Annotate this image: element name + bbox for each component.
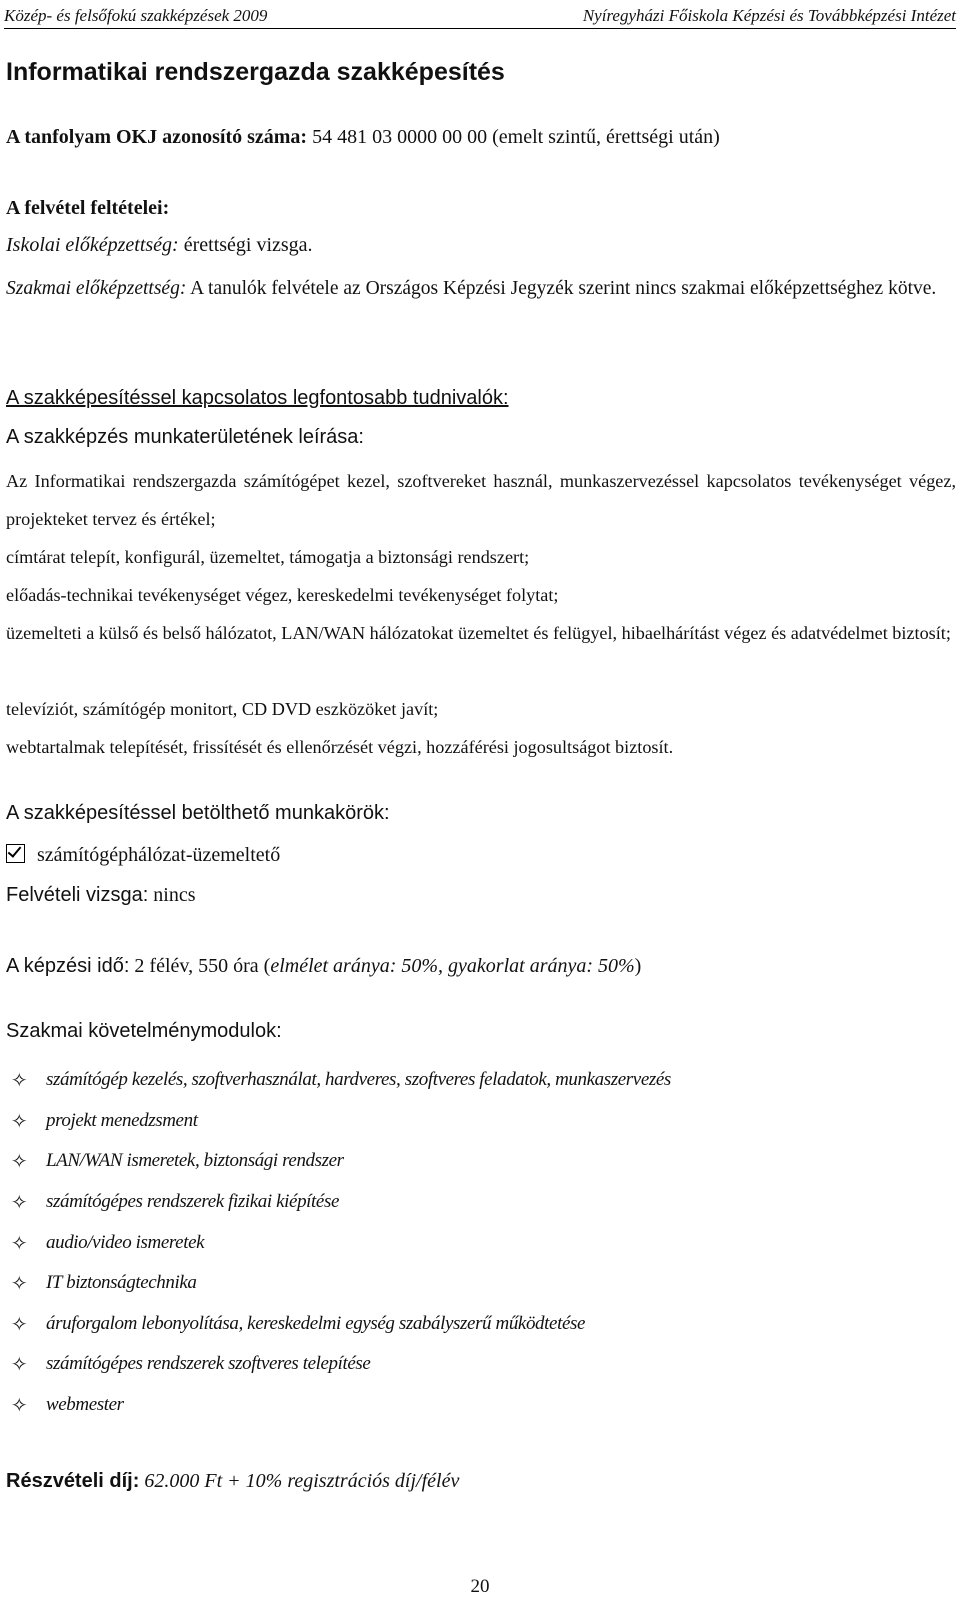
- prof-prereq-label: Szakmai előképzettség:: [6, 278, 187, 299]
- duration-value: 2 félév, 550 óra: [134, 955, 259, 977]
- work-paragraph-5: televíziót, számítógép monitort, CD DVD eszközöket javít;: [6, 699, 439, 719]
- list-item: ✧ áruforgalom lebonyolítása, kereskedelmi egység szabályszerű működtetése: [6, 1304, 671, 1345]
- running-header: [4, 0, 956, 29]
- jobs-item: [6, 844, 280, 867]
- list-item: ✧ számítógépes rendszerek szoftveres telepítése: [6, 1344, 671, 1385]
- list-item: ✧ projekt menedzsment: [6, 1101, 671, 1142]
- prof-prereq-paragraph: [6, 270, 956, 308]
- header-right: Nyíregyházi Főiskola Képzési és Továbbképzési Intézet: [582, 6, 956, 25]
- fee-value: 62.000 Ft + 10% regisztrációs díj/félév: [144, 1470, 460, 1492]
- okj-line: [6, 126, 720, 149]
- star-bullet-icon: ✧: [10, 1271, 28, 1296]
- page-title: Informatikai rendszergazda szakképesítés: [6, 58, 505, 86]
- okj-label: A tanfolyam OKJ azonosító száma:: [6, 126, 308, 148]
- info-subheading: A szakképzés munkaterületének leírása:: [6, 426, 364, 448]
- star-bullet-icon: ✧: [10, 1230, 28, 1255]
- work-paragraph-6: webtartalmak telepítését, frissítését és ellenőrzését végzi, hozzáférési jogosultságot biztosít.: [6, 737, 674, 757]
- okj-value: 54 481 03 0000 00 00 (emelt szintű, érettségi után): [312, 126, 720, 148]
- star-bullet-icon: ✧: [10, 1108, 28, 1133]
- star-bullet-icon: ✧: [10, 1190, 28, 1215]
- school-prereq-label: Iskolai előképzettség:: [6, 234, 179, 256]
- work-paragraph-4: üzemelteti a külső és belső hálózatot, LAN/WAN hálózatokat üzemeltet és felügyel, hibaelhárítást végez és adatvédelmet biztosít;: [6, 623, 951, 643]
- work-paragraph-3: előadás-technikai tevékenységet végez, kereskedelmi tevékenységet folytat;: [6, 585, 559, 605]
- duration-label: A képzési idő:: [6, 955, 130, 977]
- star-bullet-icon: ✧: [10, 1352, 28, 1377]
- star-bullet-icon: ✧: [10, 1311, 28, 1336]
- list-item: ✧ IT biztonságtechnika: [6, 1263, 671, 1304]
- list-item: ✧ webmester: [6, 1385, 671, 1426]
- header-left: Közép- és felsőfokú szakképzések 2009: [4, 6, 268, 25]
- checkbox-icon: [6, 844, 25, 863]
- star-bullet-icon: ✧: [10, 1068, 28, 1093]
- jobs-item-text: számítógéphálózat-üzemeltető: [37, 844, 281, 866]
- jobs-heading: A szakképesítéssel betölthető munkakörök:: [6, 802, 390, 824]
- duration-open: (: [263, 955, 271, 977]
- modules-heading: Szakmai követelménymodulok:: [6, 1020, 282, 1042]
- list-item: ✧ számítógépes rendszerek fizikai kiépítése: [6, 1182, 671, 1223]
- list-item: ✧ számítógép kezelés, szoftverhasználat, hardveres, szoftveres feladatok, munkaszervezés: [6, 1060, 671, 1101]
- prof-prereq-value: A tanulók felvétele az Országos Képzési Jegyzék szerint nincs szakmai előképzettséghez kötve.: [190, 278, 937, 299]
- duration-close: ): [634, 955, 642, 977]
- star-bullet-icon: ✧: [10, 1393, 28, 1418]
- modules-list: [6, 1060, 671, 1425]
- fee-label: Részvételi díj:: [6, 1470, 140, 1492]
- admission-heading: A felvétel feltételei:: [6, 197, 170, 219]
- duration-ratio: elmélet aránya: 50%, gyakorlat aránya: 50%: [270, 955, 635, 977]
- school-prereq-line: [6, 234, 313, 257]
- list-item: ✧ LAN/WAN ismeretek, biztonsági rendszer: [6, 1141, 671, 1182]
- fee-line: [6, 1470, 459, 1493]
- duration-line: [6, 955, 641, 978]
- exam-value: nincs: [153, 884, 196, 906]
- school-prereq-value: érettségi vizsga.: [183, 234, 313, 256]
- star-bullet-icon: ✧: [10, 1149, 28, 1174]
- info-heading: A szakképesítéssel kapcsolatos legfontosabb tudnivalók:: [6, 387, 509, 409]
- work-paragraph-2: címtárat telepít, konfigurál, üzemeltet, támogatja a biztonsági rendszert;: [6, 547, 530, 567]
- work-paragraph-1: Az Informatikai rendszergazda számítógépet kezel, szoftvereket használ, munkaszervezéssel kapcsolatos tevékenységet végez, projekteket tervez és értékel;: [6, 471, 956, 529]
- list-item: ✧ audio/video ismeretek: [6, 1222, 671, 1263]
- page-number: 20: [470, 1576, 490, 1597]
- exam-line: [6, 884, 196, 907]
- exam-label: Felvételi vizsga:: [6, 884, 149, 906]
